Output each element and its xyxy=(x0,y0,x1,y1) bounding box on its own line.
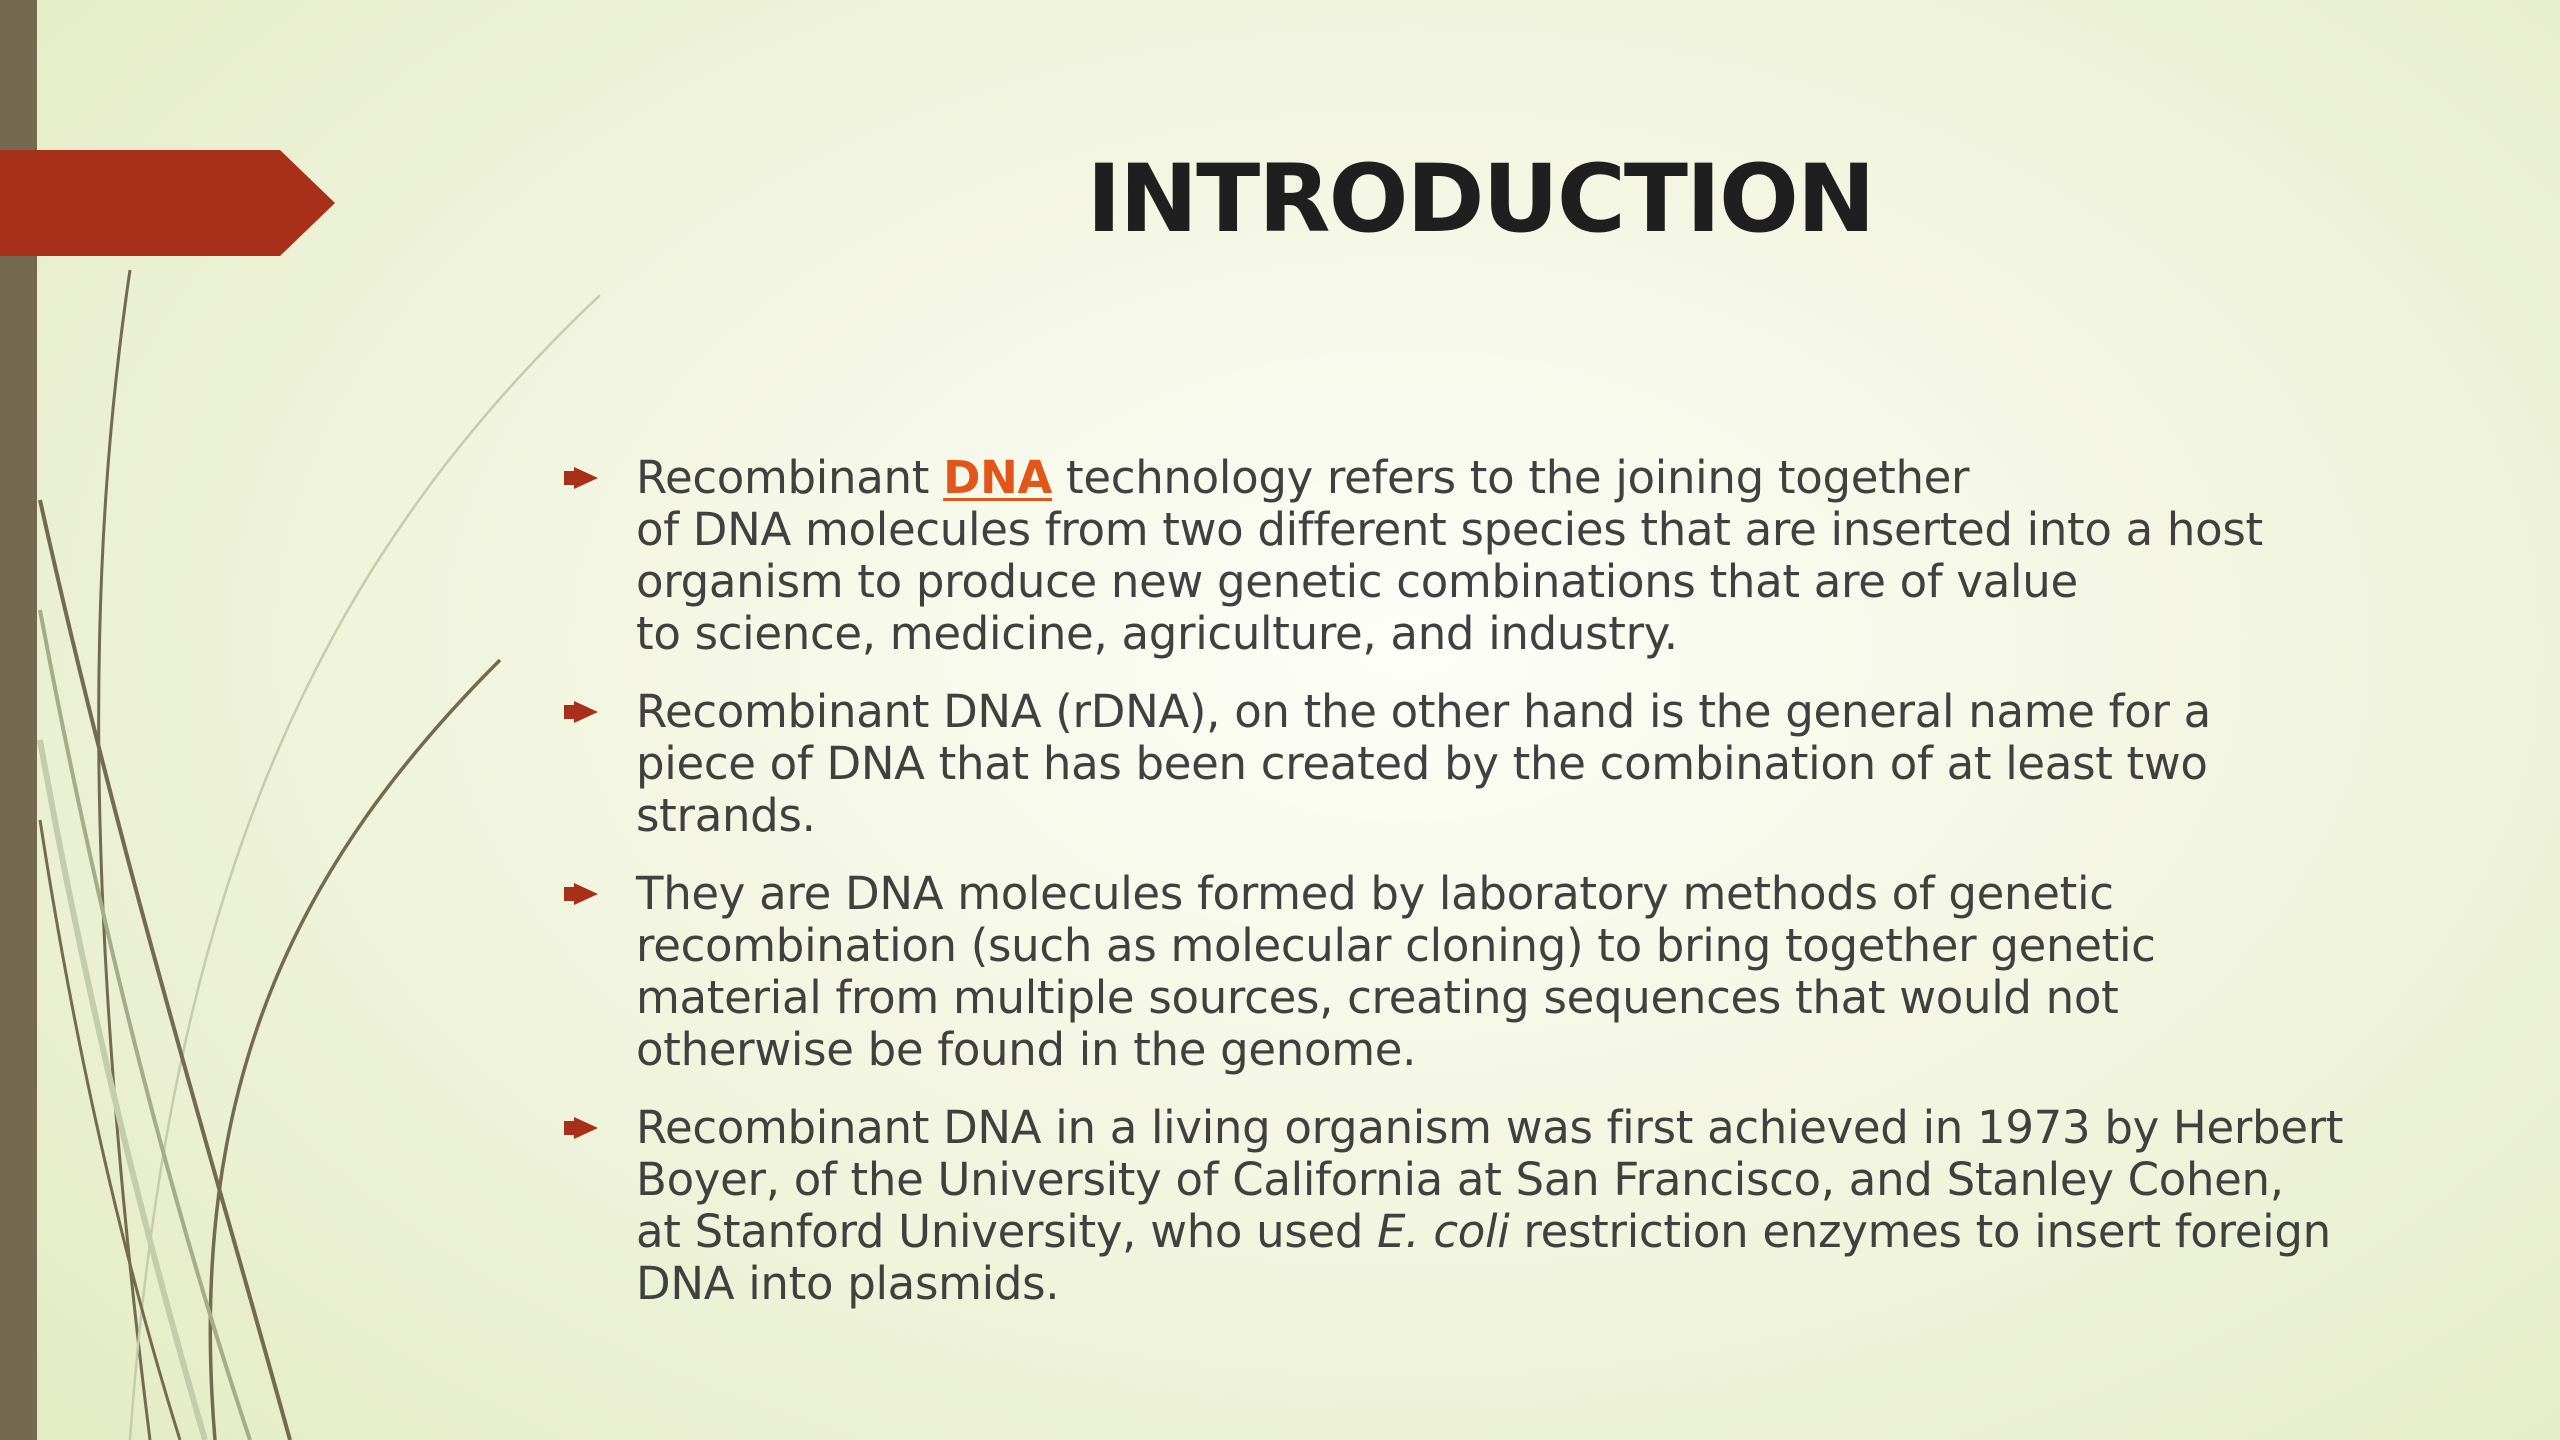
italic-term: E. coli xyxy=(1377,1205,1510,1258)
arrow-bullet-icon xyxy=(564,467,598,489)
bullet-line: material from multiple sources, creating sequences that would not xyxy=(636,971,2119,1024)
arrow-bullet-icon xyxy=(564,701,598,723)
arrow-bullet-icon xyxy=(564,1117,598,1139)
text-segment: restriction enzymes to insert foreign xyxy=(1509,1205,2331,1258)
bullet-line: Recombinant DNA in a living organism was first achieved in 1973 by Herbert xyxy=(636,1101,2344,1154)
text-segment: Recombinant xyxy=(636,451,944,504)
dna-link[interactable]: DNA xyxy=(943,451,1053,504)
slide-title: INTRODUCTION xyxy=(1086,145,1874,254)
arrow-bullet-icon xyxy=(564,883,598,905)
bullet-line: recombination (such as molecular cloning) to bring together genetic xyxy=(636,919,2156,972)
text-segment: at Stanford University, who used xyxy=(636,1205,1378,1258)
bullet-list xyxy=(560,452,2420,1336)
bullet-line: They are DNA molecules formed by laboratory methods of genetic xyxy=(636,867,2114,920)
bullet-line: of DNA molecules from two different species that are inserted into a host xyxy=(636,503,2263,556)
bullet-line: strands. xyxy=(636,789,816,842)
bullet-line: piece of DNA that has been created by the combination of at least two xyxy=(636,737,2208,790)
bullet-item-2 xyxy=(560,686,2420,842)
bullet-line: otherwise be found in the genome. xyxy=(636,1023,1417,1076)
bullet-line: DNA into plasmids. xyxy=(636,1257,1060,1310)
text-segment: technology refers to the joining together xyxy=(1052,451,1970,504)
bullet-line: to science, medicine, agriculture, and industry. xyxy=(636,607,1678,660)
bullet-line xyxy=(636,452,2420,504)
bullet-line: Boyer, of the University of California at San Francisco, and Stanley Cohen, xyxy=(636,1153,2284,1206)
bullet-item-3 xyxy=(560,868,2420,1076)
bullet-line: Recombinant DNA (rDNA), on the other hand is the general name for a xyxy=(636,685,2211,738)
bullet-item-1 xyxy=(560,452,2420,660)
bullet-item-4 xyxy=(560,1102,2420,1310)
title-arrow-shape xyxy=(0,150,335,256)
bullet-line: organism to produce new genetic combinations that are of value xyxy=(636,555,2078,608)
bullet-line xyxy=(636,1206,2420,1258)
